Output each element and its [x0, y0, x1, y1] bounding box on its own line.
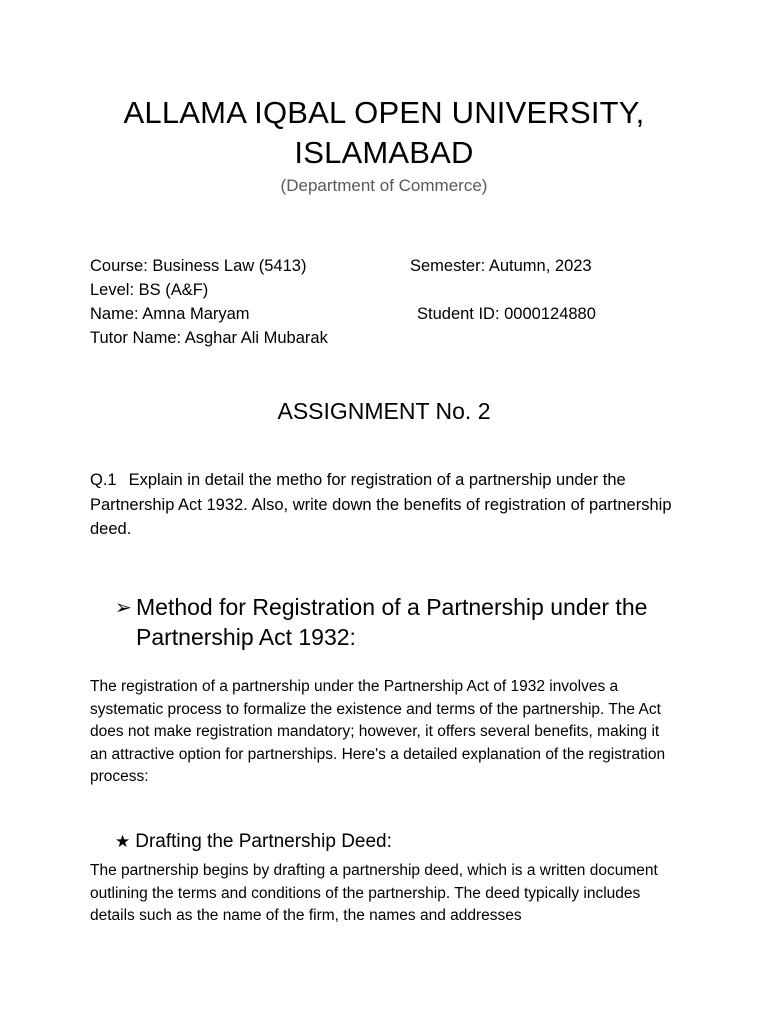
subsection-paragraph: The partnership begins by drafting a partnership deed, which is a written document outlining the terms and conditions of the partnership. The deed typically includes details such as the name of the firm, the names and addresses [90, 862, 658, 924]
subsection-heading [115, 829, 392, 855]
student-id-info: Student ID: 0000124880 [417, 305, 596, 323]
section-intro-paragraph: The registration of a partnership under the Partnership Act of 1932 involves a systematic process to formalize the existence and terms of the partnership. The Act does not make registration mandatory; however, it offers several benefits, making it an attractive option for partnerships. Here's a detailed explanation of the registration process: [90, 678, 666, 785]
star-bullet-icon: ★ [115, 832, 131, 852]
level-info: Level: BS (A&F) [90, 281, 209, 299]
semester-info: Semester: Autumn, 2023 [410, 257, 592, 275]
course-info: Course: Business Law (5413) [90, 257, 307, 275]
question-text: Explain in detail the metho for registration of a partnership under the Partnership Act 1932. Also, write down the benefits of registration of partnership deed. [90, 471, 672, 538]
student-name-info: Name: Amna Maryam [90, 305, 250, 323]
subsection-heading-text: Drafting the Partnership Deed: [135, 831, 392, 852]
question-number: Q.1 [90, 471, 117, 489]
tutor-info: Tutor Name: Asghar Ali Mubarak [90, 329, 328, 347]
title-line-1: ALLAMA IQBAL OPEN UNIVERSITY, [123, 95, 645, 130]
university-title [0, 93, 768, 173]
department-subtitle: (Department of Commerce) [280, 176, 488, 195]
assignment-title: ASSIGNMENT No. 2 [277, 398, 491, 424]
question-block [90, 468, 690, 542]
title-line-2: ISLAMABAD [294, 135, 474, 170]
section-heading-text: Method for Registration of a Partnership under the Partnership Act 1932: [136, 594, 648, 650]
arrow-bullet-icon: ➢ [115, 595, 132, 619]
section-heading [115, 592, 675, 652]
